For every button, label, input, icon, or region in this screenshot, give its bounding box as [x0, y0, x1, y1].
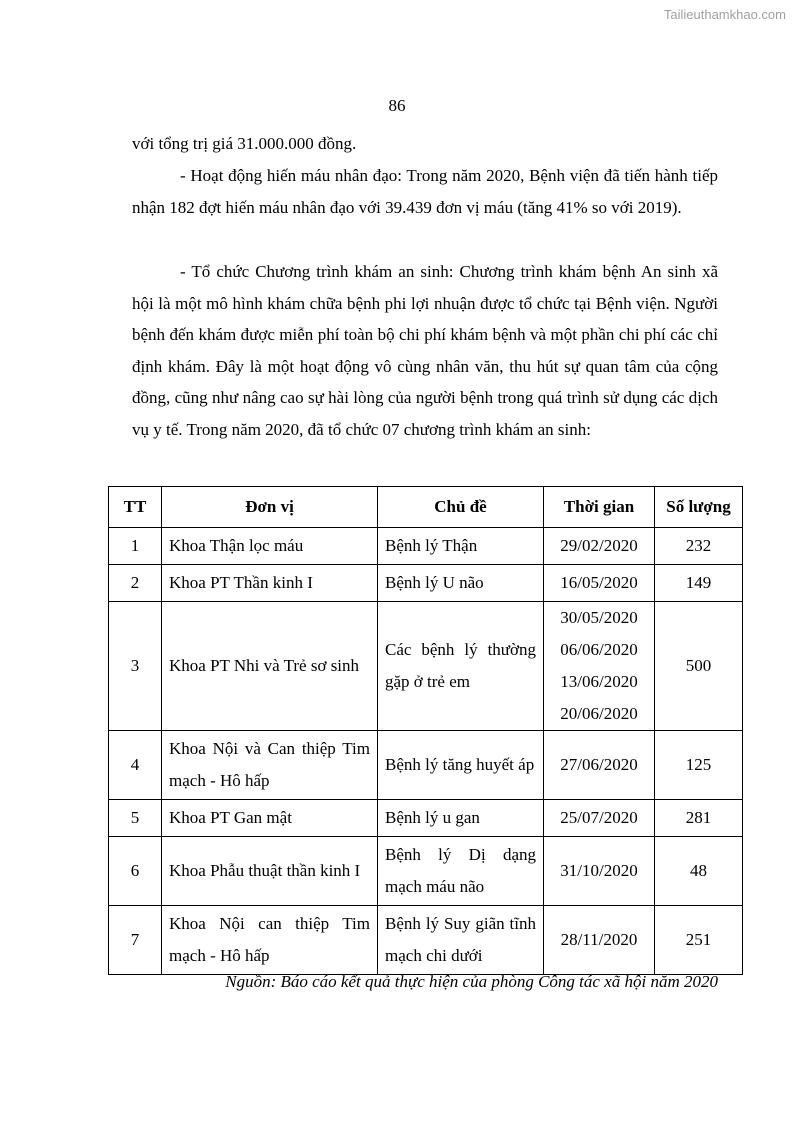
cell-count: 125 — [655, 731, 743, 800]
cell-count: 48 — [655, 837, 743, 906]
cell-time: 16/05/2020 — [544, 565, 655, 602]
table-row — [109, 837, 743, 906]
watermark: Tailieuthamkhao.com — [663, 7, 786, 22]
cell-count: 149 — [655, 565, 743, 602]
cell-unit: Khoa PT Gan mật — [162, 800, 378, 837]
cell-tt: 1 — [109, 528, 162, 565]
header-time: Thời gian — [544, 487, 655, 528]
paragraph-social-program: - Tổ chức Chương trình khám an sinh: Chương trình khám bệnh An sinh xã hội là một mô hình khám chữa bệnh phi lợi nhuận được tổ chức tại Bệnh viện. Người bệnh đến khám được miễn phí toàn bộ chi phí khám bệnh và một phần chi phí các chỉ định khám. Đây là một hoạt động vô cùng nhân văn, thu hút sự quan tâm của cộng đồng, cũng như nâng cao sự hài lòng của người bệnh trong quá trình sử dụng các dịch vụ y tế. Trong năm 2020, đã tổ chức 07 chương trình khám an sinh: — [132, 262, 718, 439]
cell-unit: Khoa PT Nhi và Trẻ sơ sinh — [162, 602, 378, 731]
page-number: 86 — [388, 96, 406, 115]
cell-time — [544, 602, 655, 731]
cell-unit: Khoa PT Thần kinh I — [162, 565, 378, 602]
cell-count: 281 — [655, 800, 743, 837]
cell-count: 251 — [655, 906, 743, 975]
cell-topic: Bệnh lý U não — [378, 565, 544, 602]
cell-tt: 7 — [109, 906, 162, 975]
table-header-row — [109, 487, 743, 528]
source-note: Nguồn: Báo cáo kết quả thực hiện của phòng Công tác xã hội năm 2020 — [225, 972, 718, 991]
cell-tt: 6 — [109, 837, 162, 906]
cell-tt: 2 — [109, 565, 162, 602]
table-row — [109, 731, 743, 800]
table-row — [109, 800, 743, 837]
cell-tt: 4 — [109, 731, 162, 800]
cell-time: 25/07/2020 — [544, 800, 655, 837]
date-line: 30/05/2020 — [560, 608, 638, 627]
header-topic: Chủ đề — [378, 487, 544, 528]
header-tt: TT — [109, 487, 162, 528]
cell-count: 232 — [655, 528, 743, 565]
table-row — [109, 565, 743, 602]
date-line: 06/06/2020 — [560, 640, 638, 659]
cell-unit: Khoa Nội và Can thiệp Tim mạch - Hô hấp — [162, 731, 378, 800]
table-row — [109, 906, 743, 975]
date-line: 20/06/2020 — [560, 704, 638, 723]
cell-topic: Bệnh lý u gan — [378, 800, 544, 837]
cell-unit: Khoa Phẫu thuật thần kinh I — [162, 837, 378, 906]
cell-time: 31/10/2020 — [544, 837, 655, 906]
table-row — [109, 528, 743, 565]
cell-time: 28/11/2020 — [544, 906, 655, 975]
cell-topic: Bệnh lý tăng huyết áp — [378, 731, 544, 800]
paragraph-blood-donation: - Hoạt động hiến máu nhân đạo: Trong năm 2020, Bệnh viện đã tiến hành tiếp nhận 182 đợt hiến máu nhân đạo với 39.439 đơn vị máu (tăng 41% so với 2019). — [132, 166, 718, 217]
paragraph-continuation: với tổng trị giá 31.000.000 đồng. — [132, 134, 357, 153]
cell-topic: Các bệnh lý thường gặp ở trẻ em — [378, 602, 544, 731]
cell-unit: Khoa Thận lọc máu — [162, 528, 378, 565]
cell-unit: Khoa Nội can thiệp Tim mạch - Hô hấp — [162, 906, 378, 975]
cell-topic: Bệnh lý Dị dạng mạch máu não — [378, 837, 544, 906]
cell-tt: 5 — [109, 800, 162, 837]
date-line: 13/06/2020 — [560, 672, 638, 691]
cell-count: 500 — [655, 602, 743, 731]
cell-topic: Bệnh lý Thận — [378, 528, 544, 565]
cell-time: 27/06/2020 — [544, 731, 655, 800]
cell-time: 29/02/2020 — [544, 528, 655, 565]
header-count: Số lượng — [655, 487, 743, 528]
programs-table — [108, 486, 743, 975]
cell-topic: Bệnh lý Suy giãn tĩnh mạch chi dưới — [378, 906, 544, 975]
cell-tt: 3 — [109, 602, 162, 731]
table-row — [109, 602, 743, 731]
header-unit: Đơn vị — [162, 487, 378, 528]
